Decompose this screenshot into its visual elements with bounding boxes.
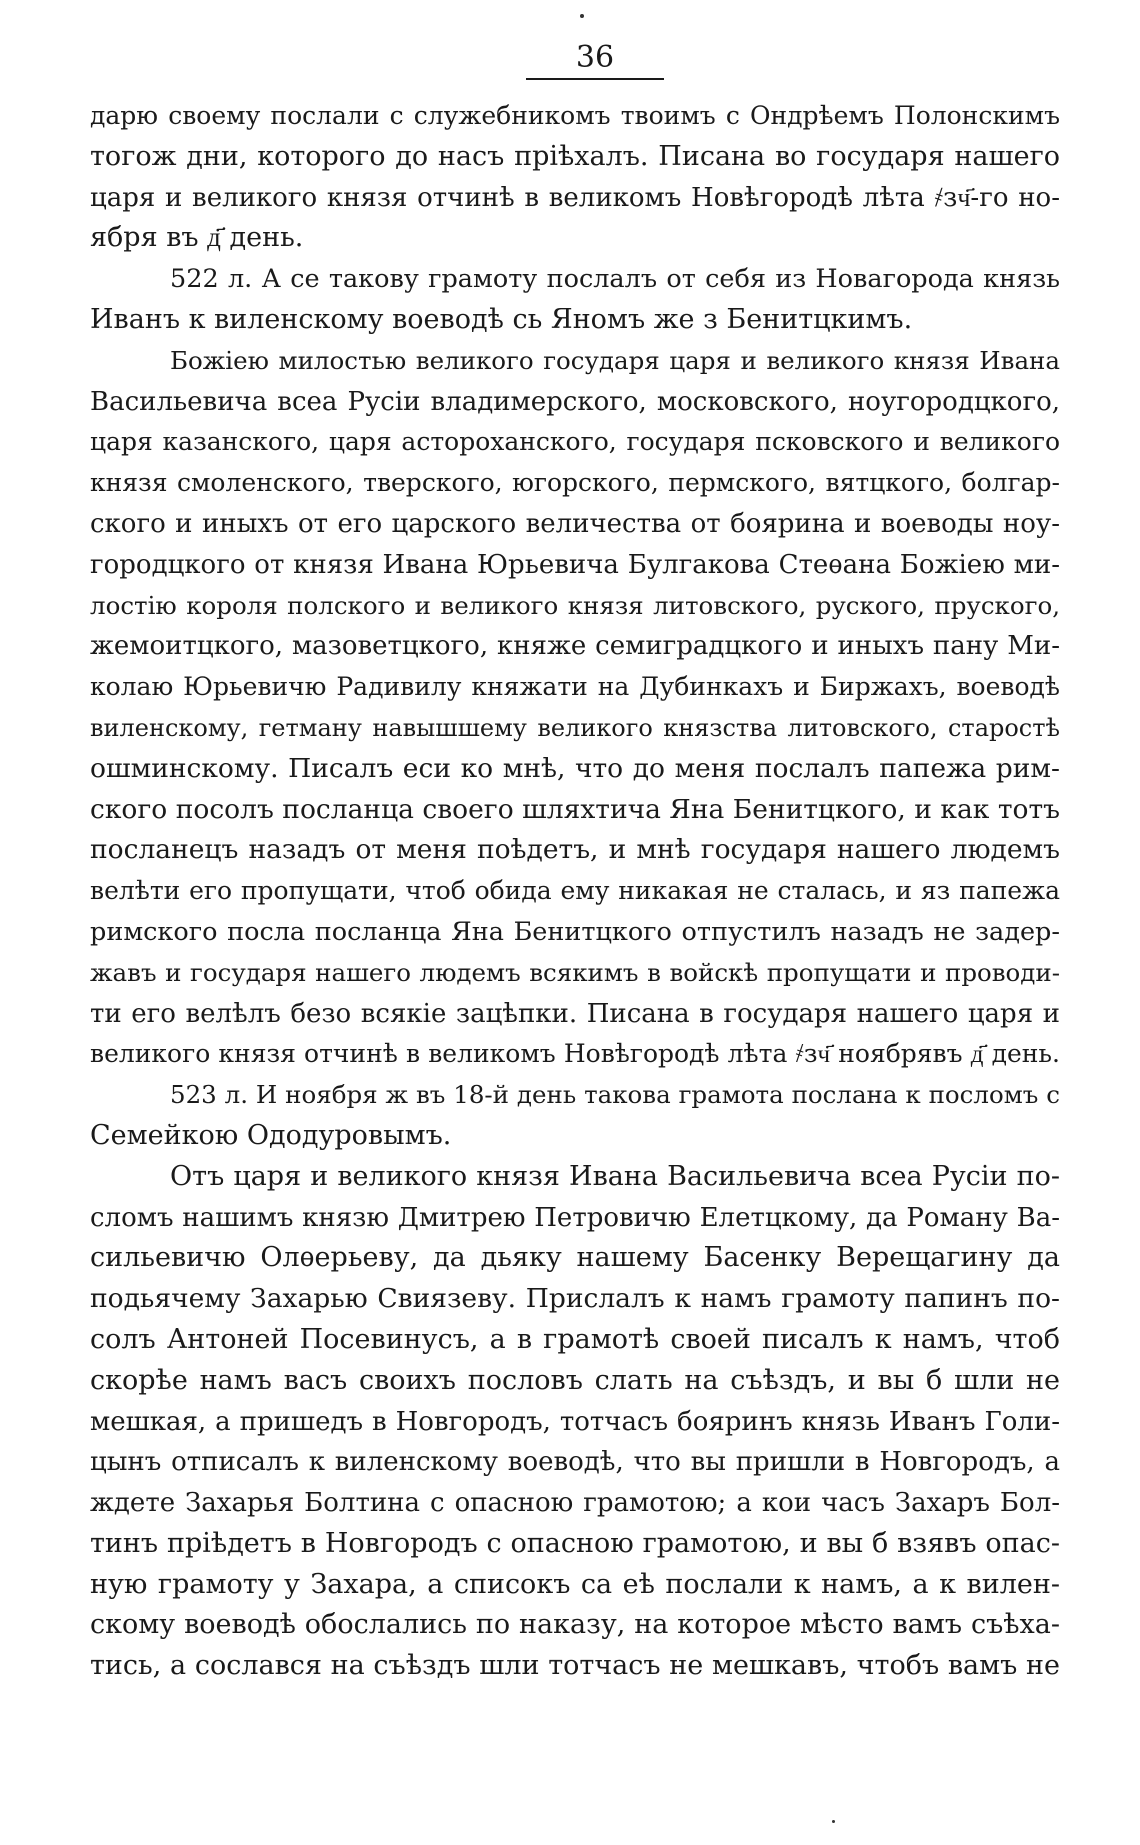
text-line: сильевичю Олѳерьеву, да дьяку нашему Басенку Верещагину да bbox=[90, 1242, 1060, 1274]
body-text bbox=[90, 96, 1060, 1687]
text-line: ября въ д҃ день. bbox=[90, 222, 304, 254]
print-speck bbox=[832, 1820, 835, 1823]
text-line: ную грамоту у Захара, а списокъ са еѣ послали к намъ, а к вилен- bbox=[90, 1568, 1060, 1600]
text-line: ждете Захарья Болтина с опасною грамотою; а кои часъ Захаръ Бол- bbox=[90, 1488, 1060, 1519]
text-line: посланецъ назадъ от меня поѣдетъ, и мнѣ государя нашего людемъ bbox=[90, 834, 1060, 866]
text-line: лостiю короля полского и великого князя литовского, руского, пруского, bbox=[90, 590, 1060, 620]
text-line: велѣти его пропущати, чтоб обида ему никакая не сталась, и яз папежа bbox=[90, 876, 1060, 906]
text-line: ского посолъ посланца своего шляхтича Яна Бенитцкого, и как тотъ bbox=[90, 793, 1060, 825]
text-line: скорѣе намъ васъ своихъ пословъ слать на съѣздъ, и вы б шли не bbox=[90, 1364, 1060, 1396]
text-line: ского и иныхъ от его царского величества от боярина и воеводы ноу- bbox=[90, 508, 1060, 539]
text-line: мешкая, а пришедъ в Новгородъ, тотчасъ бояринъ князь Иванъ Голи- bbox=[90, 1406, 1060, 1437]
text-line: городцкого от князя Ивана Юрьевича Булгакова Стеѳана Божiею ми- bbox=[90, 549, 1060, 580]
text-line: колаю Юрьевичю Радивилу княжати на Дубинкахъ и Биржахъ, воеводѣ bbox=[90, 672, 1060, 702]
text-line: великого князя отчинѣ в великомъ Новѣгородѣ лѣта ҂зч҃ ноябрявъ д҃ день. bbox=[90, 1039, 1060, 1069]
document-page bbox=[90, 40, 1060, 1687]
page-number: 36 bbox=[526, 40, 664, 80]
text-line: римского посла посланца Яна Бенитцкого отпустилъ назадъ не задер- bbox=[90, 916, 1060, 947]
text-line: Иванъ к виленскому воеводѣ сь Яномъ же з Бенитцкимъ. bbox=[90, 303, 913, 335]
text-line: 522 л. А се такову грамоту послалъ от себя из Новагорода князь bbox=[170, 264, 1060, 295]
text-line: жемоитцкого, мазоветцкого, княже семиградцкого и иныхъ пану Ми- bbox=[90, 631, 1060, 662]
text-line: тогож дни, которого до насъ прiѣхалъ. Писана во государя нашего bbox=[90, 140, 1060, 172]
text-line: виленскому, гетману навышшему великого князства литовского, старостѣ bbox=[90, 713, 1060, 742]
text-line: ти его велѣлъ безо всякiе зацѣпки. Писана в государя нашего царя и bbox=[90, 998, 1060, 1029]
text-line: дарю своему послали с служебникомъ твоимъ с Ондрѣемъ Полонскимъ bbox=[90, 101, 1060, 130]
text-line: цынъ отписалъ к виленскому воеводѣ, что вы пришли в Новгородъ, а bbox=[90, 1447, 1060, 1478]
text-line: скому воеводѣ обослались по наказу, на которое мѣсто вамъ съѣха- bbox=[90, 1609, 1060, 1641]
text-line: 523 л. И ноября ж въ 18-й день такова грамота послана к посломъ с bbox=[170, 1080, 1060, 1110]
text-line: Васильевича всеа Русiи владимерского, московского, ноугородцкого, bbox=[90, 386, 1060, 417]
text-line: подьячему Захарью Свиязеву. Прислалъ к намъ грамоту папинъ по- bbox=[90, 1283, 1060, 1315]
print-speck bbox=[580, 14, 584, 18]
text-line: жавъ и государя нашего людемъ всякимъ в войскѣ пропущати и проводи- bbox=[90, 957, 1060, 987]
text-line: царя и великого князя отчинѣ в великомъ Новѣгородѣ лѣта ҂зч҃-го но- bbox=[90, 182, 1060, 213]
text-line: Отъ царя и великого князя Ивана Васильевича всеа Русiи по- bbox=[170, 1160, 1060, 1192]
text-line: князя смоленского, тверского, югорского, пермского, вятцкого, болгар- bbox=[90, 468, 1060, 498]
text-line: Божiею милостью великого государя царя и великого князя Ивана bbox=[170, 345, 1060, 375]
text-line: тинъ прiѣдетъ в Новгородъ с опасною грамотою, и вы б взявъ опас- bbox=[90, 1527, 1060, 1559]
text-line: ошминскому. Писалъ еси ко мнѣ, что до меня послалъ папежа рим- bbox=[90, 752, 1060, 784]
text-line: Семейкою Ододуровымъ. bbox=[90, 1119, 452, 1151]
text-line: царя казанского, царя астороханского, государя псковского и великого bbox=[90, 427, 1060, 457]
text-line: солъ Антоней Посевинусъ, а в грамотѣ своей писалъ к намъ, чтоб bbox=[90, 1323, 1060, 1355]
text-line: тись, а сослався на съѣздъ шли тотчасъ не мешкавъ, чтобъ вамъ не bbox=[90, 1650, 1060, 1682]
text-line: сломъ нашимъ князю Дмитрею Петровичю Елетцкому, да Роману Ва- bbox=[90, 1202, 1060, 1233]
page-number-header bbox=[90, 40, 1060, 80]
